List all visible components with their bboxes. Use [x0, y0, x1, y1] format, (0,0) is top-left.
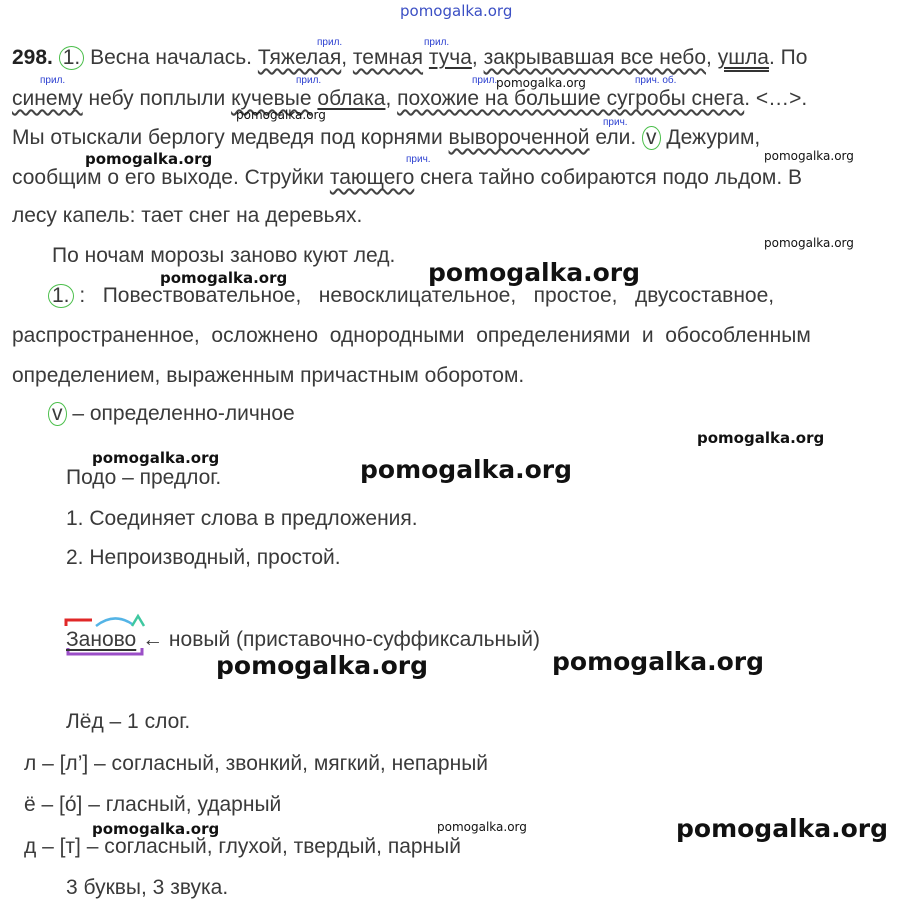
watermark: pomogalka.org: [764, 236, 854, 250]
watermark: pomogalka.org: [85, 150, 213, 168]
task-line-4: [12, 166, 802, 190]
analysis-text-1: : Повествовательное, невосклицательное, простое, двусоставное,: [79, 284, 775, 307]
text-s7: Дежурим,: [666, 126, 761, 149]
suffix-mark: [132, 616, 144, 626]
watermark: pomogalka.org: [496, 76, 586, 90]
analysis-v-text: – определенно-личное: [72, 402, 295, 425]
word-formation-line: [66, 628, 540, 652]
text-s1: Весна началась.: [90, 46, 253, 69]
sentence-marker-v: v: [642, 126, 661, 150]
word-pohozhie: похожие на большие сугробы снега: [397, 87, 745, 110]
watermark: pomogalka.org: [92, 449, 220, 467]
phonetics-row-d: д – [т] – согласный, глухой, твердый, парный: [24, 835, 461, 858]
task-line-6: По ночам морозы заново куют лед.: [52, 244, 396, 267]
label-prich-2: прич.: [406, 154, 431, 165]
word-ushla: ушла: [717, 46, 769, 69]
label-prich-ob: прич. об.: [635, 75, 677, 86]
phonetics-summary: 3 буквы, 3 звука.: [66, 876, 229, 899]
watermark: pomogalka.org: [764, 149, 854, 163]
analysis-v-line: [48, 402, 295, 426]
phonetics-row-l: л – [л’] – согласный, звонкий, мягкий, непарный: [24, 752, 489, 775]
text-s4: . <…>.: [744, 87, 808, 110]
label-prich-1: прич.: [603, 117, 628, 128]
label-pril-2: прил.: [424, 37, 450, 48]
word-formation-text: ← новый (приставочно-суффиксальный): [142, 628, 540, 651]
word-sinemu: синему: [12, 87, 83, 110]
word-tyazhelaya: Тяжелая: [257, 46, 342, 69]
label-pril-5: прил.: [472, 75, 498, 86]
word-zakryvavshaya: закрывавшая все небо: [483, 46, 707, 69]
task-number: 298.: [12, 46, 53, 69]
podo-title: Подо – предлог.: [66, 466, 222, 489]
word-zanovo: Заново: [66, 628, 137, 651]
word-tayuschego: тающего: [329, 166, 415, 189]
podo-item-2: 2. Непроизводный, простой.: [66, 546, 341, 569]
watermark: pomogalka.org: [676, 814, 889, 843]
word-tucha: туча: [428, 46, 472, 69]
watermark: pomogalka.org: [437, 820, 527, 834]
text-s3: небу поплыли: [88, 87, 226, 110]
text-s9: снега тайно собираются подо льдом. В: [420, 166, 803, 189]
phonetics-title: Лёд – 1 слог.: [66, 710, 191, 733]
task-line-1: 298. 1. Весна началась. Тяжелая, темная туча, закрывавшая все небо, ушла. По: [12, 46, 808, 69]
task-line-5: лесу капель: тает снег на деревьях.: [12, 204, 363, 227]
text-s5: Мы отыскали берлогу медведя под корнями: [12, 126, 443, 149]
word-temnaya: темная: [352, 46, 424, 69]
sentence-marker-1: 1.: [59, 46, 85, 70]
watermark-top: pomogalka.org: [400, 2, 513, 20]
word-vyvorochennoy: вывороченной: [448, 126, 590, 149]
text-s6: ели.: [595, 126, 637, 149]
word-oblaka: облака: [317, 87, 386, 110]
analysis-line-3: определением, выраженным причастным оборотом.: [12, 364, 525, 387]
watermark: pomogalka.org: [236, 108, 326, 122]
word-kuchevye: кучевые: [231, 87, 312, 110]
watermark: pomogalka.org: [360, 455, 573, 484]
analysis-marker-v: v: [48, 402, 67, 426]
analysis-line-2: распространенное, осложнено однородными определениями и обособленным: [12, 324, 811, 347]
watermark: pomogalka.org: [552, 647, 765, 676]
phonetics-row-yo: ё – [о́] – гласный, ударный: [24, 793, 282, 816]
analysis-marker-1: 1.: [48, 284, 74, 308]
label-pril-3: прил.: [40, 75, 66, 86]
watermark: pomogalka.org: [160, 269, 288, 287]
watermark: pomogalka.org: [428, 258, 641, 287]
root-arc: [96, 618, 132, 626]
label-pril-4: прил.: [296, 75, 322, 86]
task-line-3: [12, 126, 760, 150]
podo-item-1: 1. Соединяет слова в предложения.: [66, 507, 418, 530]
task-line-2: синему небу поплыли кучевые облака, похожие на большие сугробы снега. <…>.: [12, 87, 808, 110]
text-s8: сообщим о его выходе. Струйки: [12, 166, 325, 189]
analysis-line-1: [48, 284, 903, 308]
prefix-mark: [66, 620, 92, 626]
label-pril-1: прил.: [317, 37, 343, 48]
watermark: pomogalka.org: [697, 429, 825, 447]
watermark: pomogalka.org: [216, 651, 429, 680]
text-s2: По: [780, 46, 808, 69]
watermark: pomogalka.org: [92, 820, 220, 838]
